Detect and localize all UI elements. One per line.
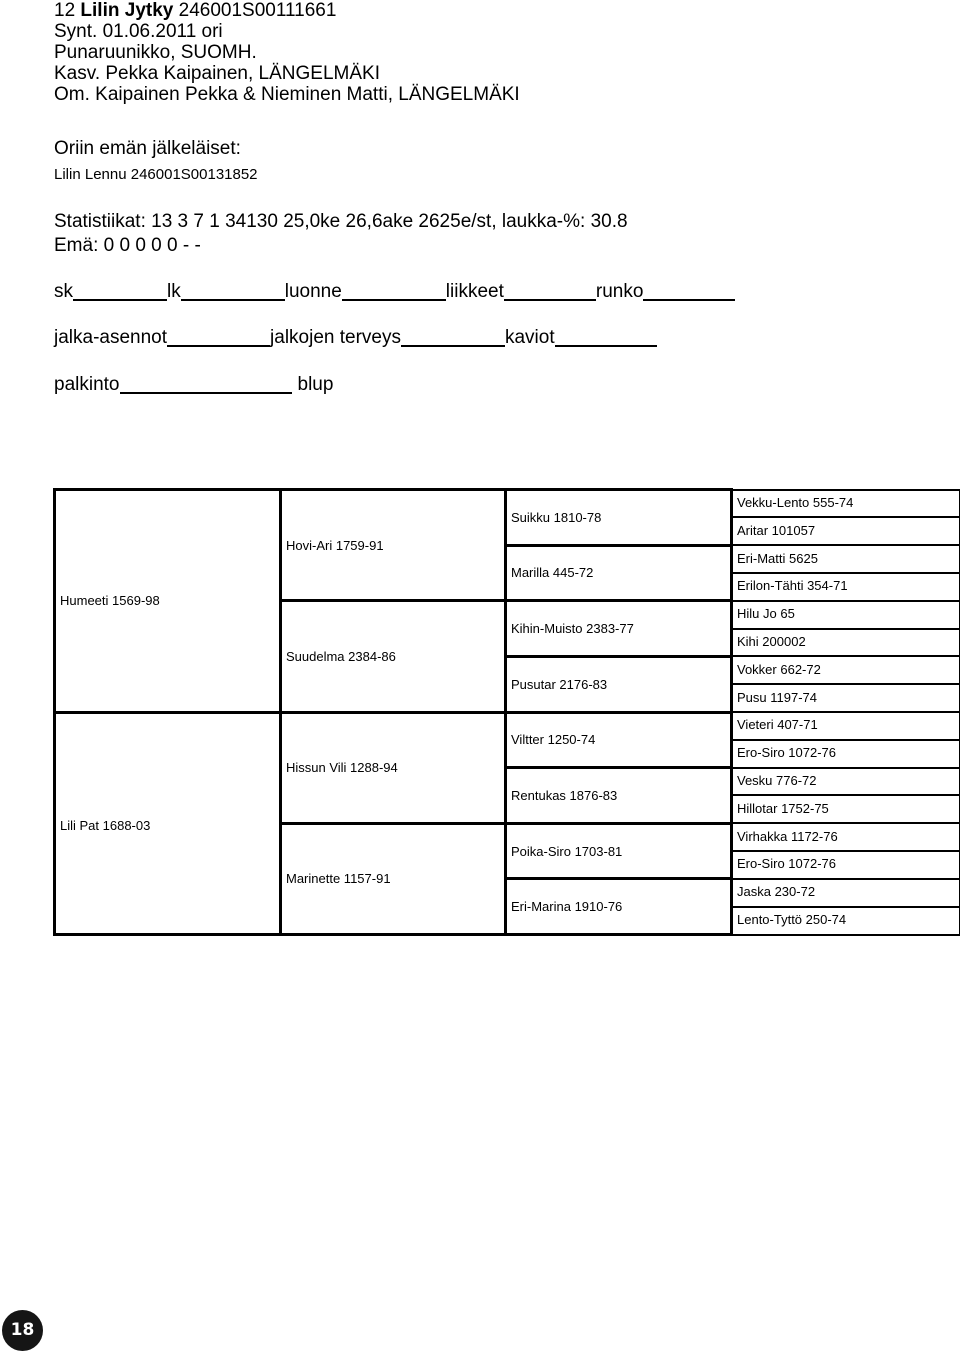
eval-label-jalkojen-terveys: jalkojen terveys [270, 327, 401, 348]
pedigree-ggp-5: Viltter 1250-74 [506, 712, 732, 768]
color-country: Punaruunikko, SUOMH. [54, 42, 257, 63]
evaluation-row-1 [54, 281, 735, 303]
pedigree-gggp-4: Erilon-Tähti 354-71 [732, 573, 960, 601]
eval-blank-runko[interactable] [643, 281, 735, 301]
pedigree-gggp-5: Hilu Jo 65 [732, 601, 960, 629]
pedigree-dam: Lili Pat 1688-03 [55, 712, 281, 935]
eval-label-lk: lk [167, 281, 181, 302]
horse-name: Lilin Jytky [80, 0, 174, 21]
pedigree-gggp-7: Vokker 662-72 [732, 656, 960, 684]
pedigree-gggp-9: Vieteri 407-71 [732, 712, 960, 740]
eval-blank-jalka-asennot[interactable] [167, 327, 270, 347]
pedigree-gggp-12: Hillotar 1752-75 [732, 795, 960, 823]
registration-number: 246001S00111661 [178, 0, 337, 21]
pedigree-ggp-2: Marilla 445-72 [506, 545, 732, 601]
catalog-number: 12 [54, 0, 76, 21]
eval-blank-palkinto[interactable] [120, 374, 292, 394]
breeder: Kasv. Pekka Kaipainen, LÄNGELMÄKI [54, 63, 380, 84]
eval-label-palkinto: palkinto [54, 374, 120, 395]
pedigree-dam-sire: Hissun Vili 1288-94 [281, 712, 506, 823]
pedigree-sire-sire: Hovi-Ari 1759-91 [281, 490, 506, 601]
eval-label-jalka-asennot: jalka-asennot [54, 327, 168, 348]
eval-blank-lk[interactable] [181, 281, 285, 301]
eval-blank-liikkeet[interactable] [504, 281, 596, 301]
eval-blank-sk[interactable] [73, 281, 167, 301]
pedigree-ggp-7: Poika-Siro 1703-81 [506, 823, 732, 879]
statistics: Statistiikat: 13 3 7 1 34130 25,0ke 26,6ake 2625e/st, laukka-%: 30.8 [54, 211, 628, 232]
pedigree-gggp-6: Kihi 200002 [732, 629, 960, 657]
pedigree-dam-dam: Marinette 1157-91 [281, 823, 506, 934]
page-number-badge: 18 [2, 1310, 43, 1351]
horse-header [54, 0, 520, 105]
pedigree-ggp-8: Eri-Marina 1910-76 [506, 879, 732, 935]
pedigree-gggp-3: Eri-Matti 5625 [732, 545, 960, 573]
offspring-title: Oriin emän jälkeläiset: [54, 138, 241, 159]
dam-statistics: Emä: 0 0 0 0 0 - - [54, 235, 201, 256]
pedigree-gggp-8: Pusu 1197-74 [732, 684, 960, 712]
pedigree-gggp-13: Virhakka 1172-76 [732, 823, 960, 851]
pedigree-sire: Humeeti 1569-98 [55, 490, 281, 713]
born-line: Synt. 01.06.2011 ori [54, 21, 223, 42]
pedigree-gggp-15: Jaska 230-72 [732, 879, 960, 907]
offspring-item: Lilin Lennu 246001S00131852 [54, 166, 258, 183]
pedigree-table [53, 488, 958, 936]
pedigree-ggp-3: Kihin-Muisto 2383-77 [506, 601, 732, 657]
evaluation-row-3 [54, 374, 333, 396]
pedigree-gggp-14: Ero-Siro 1072-76 [732, 851, 960, 879]
evaluation-row-2 [54, 327, 657, 349]
pedigree-gggp-11: Vesku 776-72 [732, 768, 960, 796]
pedigree-gggp-1: Vekku-Lento 555-74 [732, 490, 960, 518]
pedigree-ggp-6: Rentukas 1876-83 [506, 768, 732, 824]
pedigree-ggp-1: Suikku 1810-78 [506, 490, 732, 546]
pedigree-gggp-10: Ero-Siro 1072-76 [732, 740, 960, 768]
pedigree-sire-dam: Suudelma 2384-86 [281, 601, 506, 712]
title-line [54, 0, 520, 21]
eval-label-runko: runko [595, 281, 644, 302]
pedigree-gggp-16: Lento-Tyttö 250-74 [732, 907, 960, 935]
pedigree-gggp-2: Aritar 101057 [732, 517, 960, 545]
eval-label-blup: blup [297, 374, 334, 395]
eval-blank-luonne[interactable] [342, 281, 446, 301]
eval-label-liikkeet: liikkeet [445, 281, 504, 302]
pedigree-ggp-4: Pusutar 2176-83 [506, 656, 732, 712]
eval-blank-kaviot[interactable] [555, 327, 657, 347]
eval-label-sk: sk [54, 281, 73, 302]
owner: Om. Kaipainen Pekka & Nieminen Matti, LÄNGELMÄKI [54, 84, 520, 105]
eval-blank-jalkojen-terveys[interactable] [401, 327, 505, 347]
eval-label-kaviot: kaviot [504, 327, 555, 348]
eval-label-luonne: luonne [284, 281, 342, 302]
